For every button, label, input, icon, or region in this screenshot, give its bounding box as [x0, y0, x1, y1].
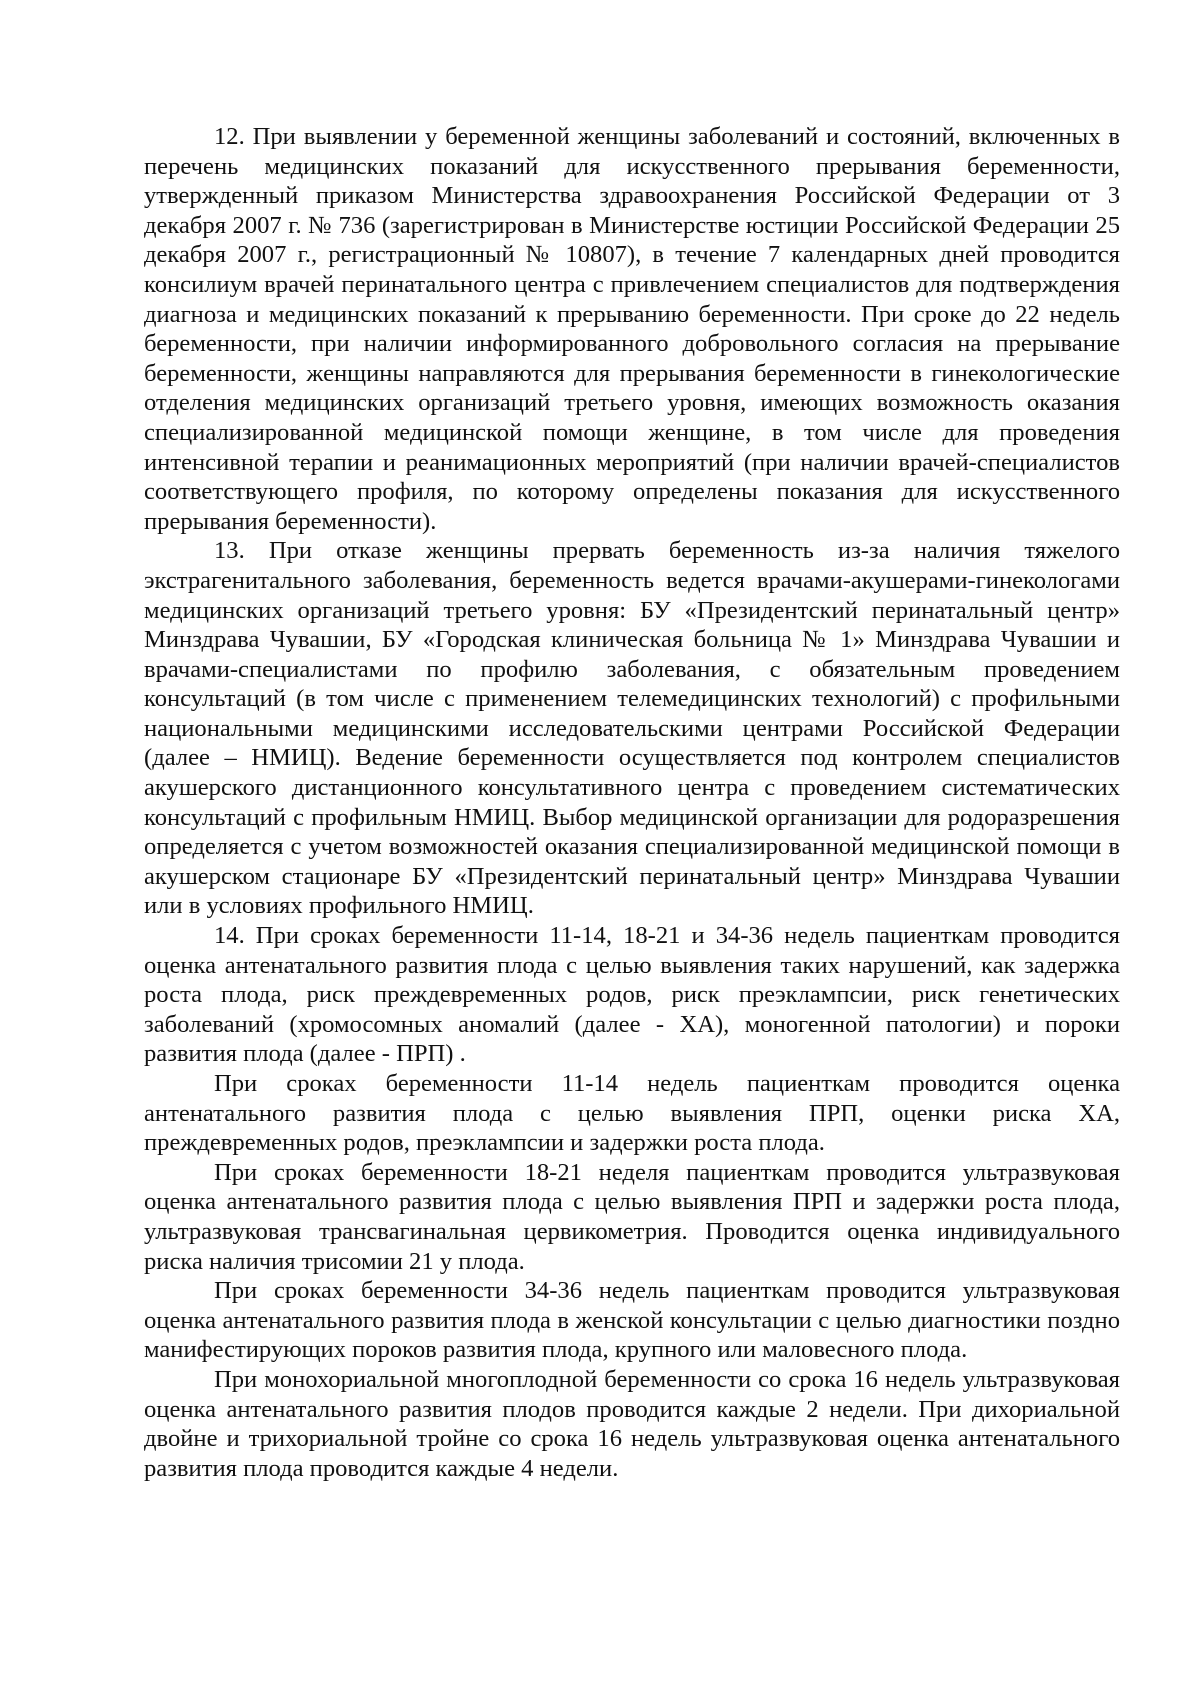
paragraph-14: 14. При сроках беременности 11-14, 18-21 и 34-36 недель пациенткам проводится оценка антенатального развития плода с целью выявления таких нарушений, как задержка роста плода, риск преждевременных родов, риск преэклампсии, риск генетических заболеваний (хромосомных аномалий (далее - ХА), моногенной патологии) и пороки развития плода (далее - ПРП) .: [144, 922, 1120, 1068]
paragraph-34-36-weeks: При сроках беременности 34-36 недель пациенткам проводится ультразвуковая оценка антенатального развития плода в женской консультации с целью диагностики поздно манифестирующих пороков развития плода, крупного или маловесного плода.: [144, 1277, 1120, 1364]
document-page: [144, 122, 1120, 1483]
paragraph-11-14-weeks: При сроках беременности 11-14 недель пациенткам проводится оценка антенатального развития плода с целью выявления ПРП, оценки риска ХА, преждевременных родов, преэклампсии и задержки роста плода.: [144, 1070, 1120, 1157]
paragraph-13: 13. При отказе женщины прервать беременность из-за наличия тяжелого экстрагенитального заболевания, беременность ведется врачами-акушерами-гинекологами медицинских организаций третьего уровня: БУ «Президентский перинатальный центр» Минздрава Чувашии, БУ «Городская клиническая больница № 1» Минздрава Чувашии и врачами-специалистами по профилю заболевания, с обязательным проведением консультаций (в том числе с применением телемедицинских технологий) с профильными национальными медицинскими исследовательскими центрами Российской Федерации (далее – НМИЦ). Ведение беременности осуществляется под контролем специалистов акушерского дистанционного консультативного центра с проведением систематических консультаций с профильным НМИЦ. Выбор медицинской организации для родоразрешения определяется с учетом возможностей оказания специализированной медицинской помощи в акушерском стационаре БУ «Президентский перинатальный центр» Минздрава Чувашии или в условиях профильного НМИЦ.: [144, 537, 1120, 920]
paragraph-18-21-weeks: При сроках беременности 18-21 неделя пациенткам проводится ультразвуковая оценка антенатального развития плода с целью выявления ПРП и задержки роста плода, ультразвуковая трансвагинальная цервикометрия. Проводится оценка индивидуального риска наличия трисомии 21 у плода.: [144, 1158, 1120, 1275]
paragraph-multiple-pregnancy: При монохориальной многоплодной беременности со срока 16 недель ультразвуковая оценка антенатального развития плодов проводится каждые 2 недели. При дихориальной двойне и трихориальной тройне со срока 16 недель ультразвуковая оценка антенатального развития плода проводится каждые 4 недели.: [144, 1365, 1120, 1482]
paragraph-12: 12. При выявлении у беременной женщины заболеваний и состояний, включенных в перечень медицинских показаний для искусственного прерывания беременности, утвержденный приказом Министерства здравоохранения Российской Федерации от 3 декабря 2007 г. № 736 (зарегистрирован в Министерстве юстиции Российской Федерации 25 декабря 2007 г., регистрационный № 10807), в течение 7 календарных дней проводится консилиум врачей перинатального центра с привлечением специалистов для подтверждения диагноза и медицинских показаний к прерыванию беременности. При сроке до 22 недель беременности, при наличии информированного добровольного согласия на прерывание беременности, женщины направляются для прерывания беременности в гинекологические отделения медицинских организаций третьего уровня, имеющих возможность оказания специализированной медицинской помощи женщине, в том числе для проведения интенсивной терапии и реанимационных мероприятий (при наличии врачей-специалистов соответствующего профиля, по которому определены показания для искусственного прерывания беременности).: [144, 123, 1120, 535]
